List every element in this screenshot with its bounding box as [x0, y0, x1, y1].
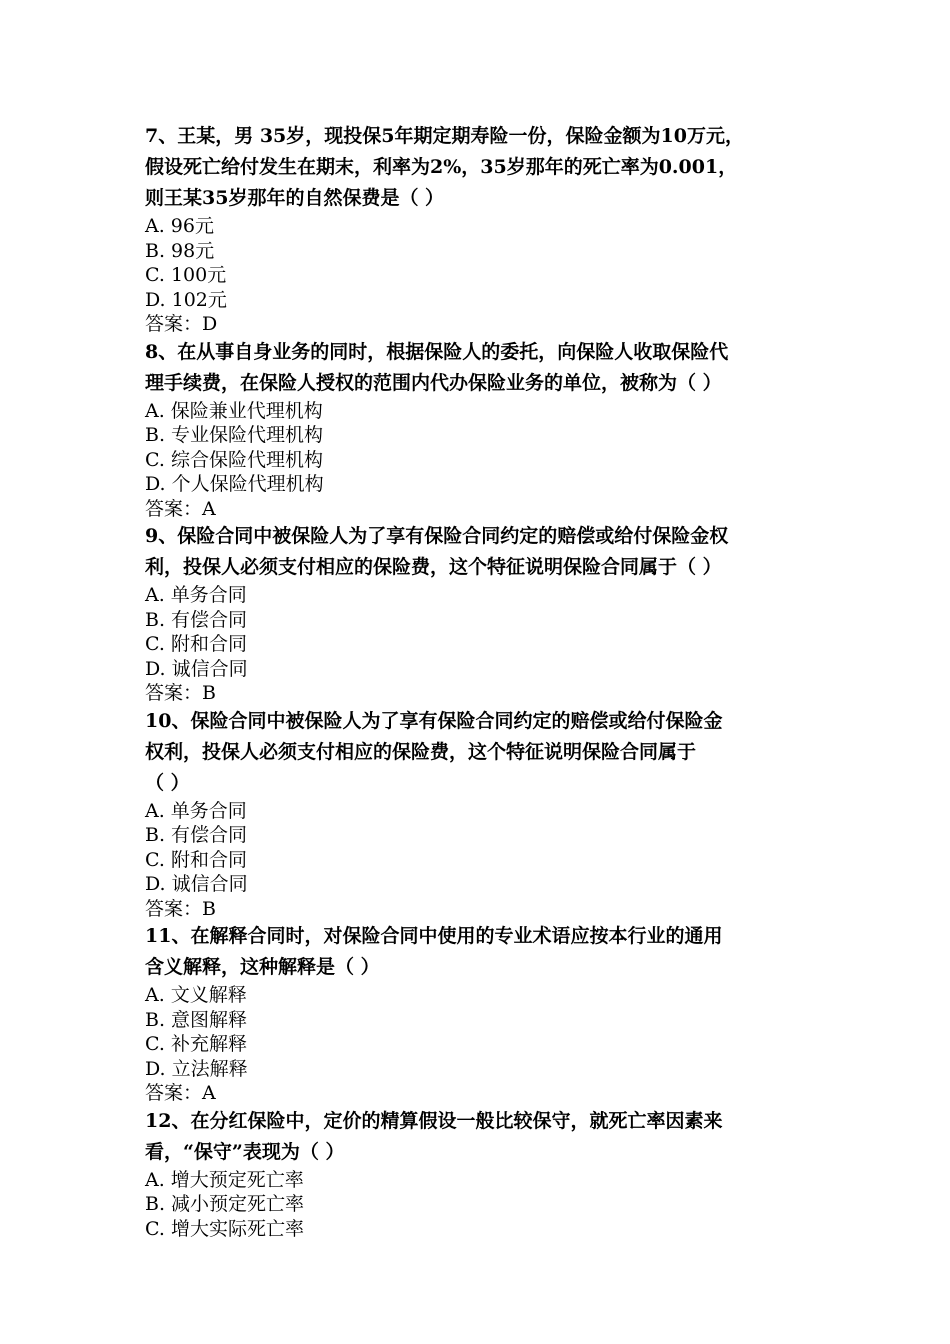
- question-block: [145, 1106, 825, 1242]
- question-line: 利，投保人必须支付相应的保险费，这个特征说明保险合同属于（ ）: [145, 556, 722, 578]
- option-c: C. 附和合同: [145, 848, 247, 871]
- answer-line: 答案：B: [145, 897, 216, 920]
- question-line: 理手续费，在保险人授权的范围内代办保险业务的单位，被称为（ ）: [145, 371, 722, 394]
- question-line: 8、在从事自身业务的同时，根据保险人的委托，向保险人收取保险代: [145, 340, 729, 363]
- question-text: [145, 1106, 825, 1168]
- option-d: D. 诚信合同: [145, 873, 248, 895]
- option-c: C. 100元: [145, 264, 227, 286]
- question-line: 10、保险合同中被保险人为了享有保险合同约定的赔偿或给付保险金: [145, 709, 723, 732]
- question-line: 含义解释，这种解释是（ ）: [145, 956, 380, 978]
- option-b: B. 减小预定死亡率: [145, 1193, 305, 1215]
- question-block: [145, 921, 825, 1106]
- option-d: D. 立法解释: [145, 1057, 248, 1080]
- option-b: B. 专业保险代理机构: [145, 424, 324, 446]
- question-line: 9、保险合同中被保险人为了享有保险合同约定的赔偿或给付保险金权: [145, 525, 729, 547]
- question-block: [145, 337, 825, 522]
- question-text: [145, 521, 825, 583]
- option-c: C. 综合保险代理机构: [145, 448, 323, 471]
- option-d: D. 102元: [145, 288, 227, 311]
- option-c: C. 补充解释: [145, 1033, 247, 1055]
- option-a: A. 96元: [145, 215, 214, 237]
- question-text: [145, 921, 825, 983]
- option-c: C. 附和合同: [145, 633, 247, 655]
- answer-line: 答案：A: [145, 1082, 216, 1104]
- option-d: D. 诚信合同: [145, 657, 248, 680]
- option-a: A. 增大预定死亡率: [145, 1168, 304, 1191]
- question-line: 假设死亡给付发生在期末，利率为2%，35岁那年的死亡率为0.001，: [145, 156, 738, 178]
- answer-line: 答案：B: [145, 682, 216, 704]
- question-line: 看，“保守”表现为（ ）: [145, 1140, 345, 1163]
- question-text: [145, 706, 825, 799]
- question-block: [145, 706, 825, 922]
- question-line: 12、在分红保险中，定价的精算假设一般比较保守，就死亡率因素来: [145, 1109, 723, 1132]
- option-b: B. 有偿合同: [145, 608, 248, 631]
- option-d: D. 个人保险代理机构: [145, 473, 324, 495]
- option-c: C. 增大实际死亡率: [145, 1217, 304, 1240]
- answer-line: 答案：D: [145, 313, 218, 335]
- question-line: 7、王某，男 35岁，现投保5年期定期寿险一份，保险金额为10万元，: [145, 125, 744, 147]
- option-a: A. 单务合同: [145, 584, 247, 606]
- question-list: [145, 121, 825, 1241]
- option-a: A. 文义解释: [145, 984, 247, 1006]
- question-text: [145, 121, 825, 214]
- question-line: 权利，投保人必须支付相应的保险费，这个特征说明保险合同属于: [145, 740, 697, 763]
- question-block: [145, 121, 825, 337]
- answer-line: 答案：A: [145, 497, 216, 520]
- question-block: [145, 521, 825, 706]
- question-line: （ ）: [145, 771, 190, 794]
- question-line: 则王某35岁那年的自然保费是（ ）: [145, 187, 445, 209]
- option-b: B. 98元: [145, 239, 215, 262]
- option-a: A. 保险兼业代理机构: [145, 399, 323, 422]
- option-b: B. 有偿合同: [145, 824, 248, 846]
- option-b: B. 意图解释: [145, 1008, 248, 1031]
- question-line: 11、在解释合同时，对保险合同中使用的专业术语应按本行业的通用: [145, 925, 723, 947]
- question-text: [145, 337, 825, 399]
- option-a: A. 单务合同: [145, 799, 247, 822]
